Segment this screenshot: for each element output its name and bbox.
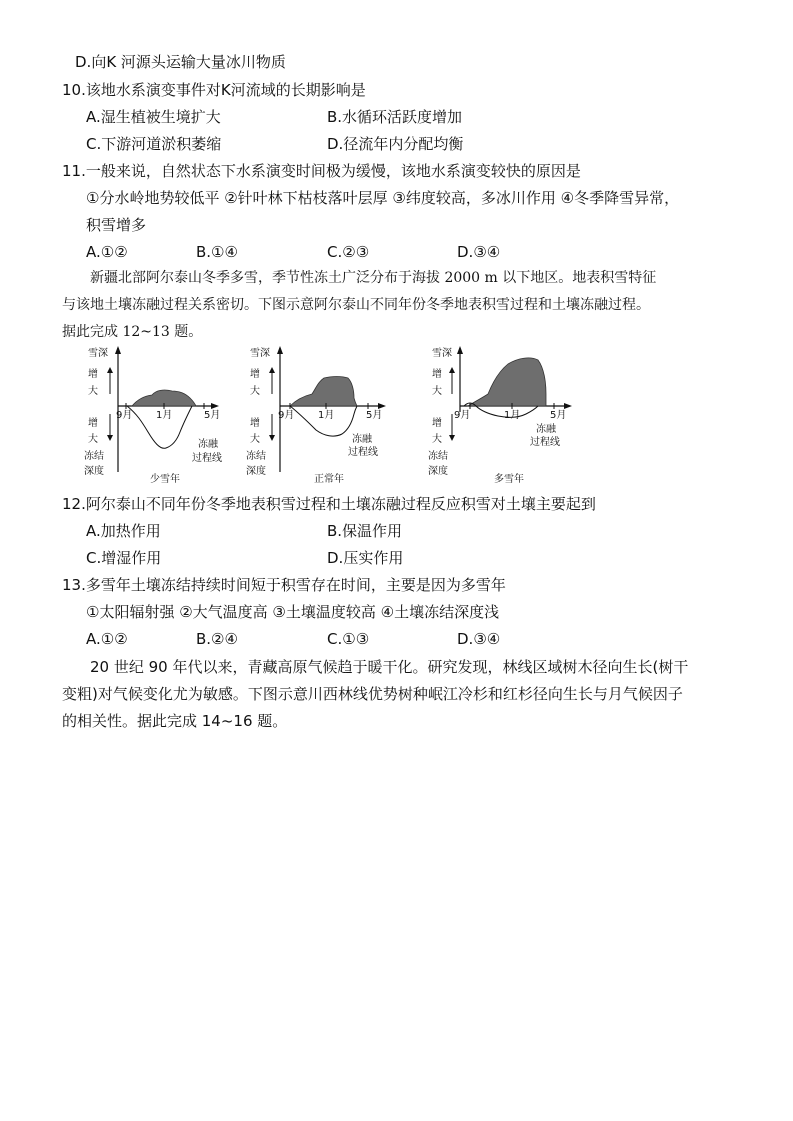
curve-label-2: 过程线 [530,437,560,448]
q12-option-d: D.压实作用 [327,549,404,567]
q11-option-a: A.①② [86,243,128,261]
snow-area [290,377,357,407]
diagram-caption: 正常年 [314,474,344,485]
q11-option-b: B.①④ [196,243,238,261]
q11-statements: ①分水岭地势较低平 ②针叶林下枯枝落叶层厚 ③纬度较高，多冰川作用 ④冬季降雪异常， [86,189,680,207]
q11-option-c: C.②③ [327,243,370,261]
y-label-increase-4: 大 [250,434,260,445]
q13-option-c: C.①③ [327,630,370,648]
diagram-caption: 多雪年 [494,474,524,485]
x-label-jan: 1月 [318,410,335,421]
y-label-freeze-1: 冻结 [246,451,266,462]
y-label-freeze-2: 深度 [84,466,104,477]
x-label-jan: 1月 [156,410,173,421]
q10-option-a: A.湿生植被生境扩大 [86,108,221,126]
y-label-increase-4: 大 [432,434,442,445]
q12-option-b: B.保温作用 [327,522,403,540]
material-12-13-line3: 据此完成 12~13 题。 [62,324,203,340]
q11-option-d: D.③④ [457,243,501,261]
x-label-sep: 9月 [278,410,295,421]
y-label-snow-depth: 雪深 [88,348,108,359]
y-label-freeze-2: 深度 [428,466,448,477]
q10-option-c: C.下游河道淤积萎缩 [86,135,222,153]
material-14-16-line3: 的相关性。据此完成 14~16 题。 [62,712,288,730]
curve-label-1: 冻融 [198,439,218,450]
q13-option-a: A.①② [86,630,128,648]
q12-stem: 12.阿尔泰山不同年份冬季地表积雪过程和土壤冻融过程反应积雪对土壤主要起到 [62,495,596,513]
y-label-freeze-1: 冻结 [84,451,104,462]
q13-statements: ①太阳辐射强 ②大气温度高 ③土壤温度较高 ④土壤冻结深度浅 [86,603,500,621]
y-label-increase-1: 增 [88,369,98,380]
curve-label-1: 冻融 [352,434,372,445]
material-14-16-line2: 变粗)对气候变化尤为敏感。下图示意川西林线优势树种岷江冷杉和红杉径向生长与月气候因子 [62,685,683,703]
q10-option-b: B.水循环活跃度增加 [327,108,463,126]
q12-option-a: A.加热作用 [86,522,161,540]
y-label-freeze-1: 冻结 [428,451,448,462]
diagram-normal-year [244,342,394,491]
diagram-few-snow [82,342,232,491]
q9-option-d: D.向K 河源头运输大量冰川物质 [75,53,286,71]
q12-option-c: C.增湿作用 [86,549,162,567]
y-label-increase-4: 大 [88,434,98,445]
diagram-heavy-snow [428,342,588,491]
x-label-jan: 1月 [504,410,521,421]
q10-stem: 10.该地水系演变事件对K河流域的长期影响是 [62,81,366,99]
y-label-snow-depth: 雪深 [432,348,452,359]
q13-option-d: D.③④ [457,630,501,648]
y-label-increase-1: 增 [432,369,442,380]
snow-area [468,358,546,406]
x-label-sep: 9月 [116,410,133,421]
x-label-sep: 9月 [454,410,471,421]
material-12-13-line2: 与该地土壤冻融过程关系密切。下图示意阿尔泰山不同年份冬季地表积雪过程和土壤冻融过程。 [62,297,650,313]
material-14-16-line1: 20 世纪 90 年代以来，青藏高原气候趋于暖干化。研究发现，林线区域树木径向生长(树干 [90,658,689,676]
x-label-may: 5月 [204,410,221,421]
q13-stem: 13.多雪年土壤冻结持续时间短于积雪存在时间，主要是因为多雪年 [62,576,506,594]
y-label-increase-3: 增 [88,418,98,429]
x-label-may: 5月 [550,410,567,421]
diagram-caption: 少雪年 [150,474,180,485]
q11-statements-cont: 积雪增多 [86,216,147,234]
y-label-increase-2: 大 [432,386,442,397]
curve-label-2: 过程线 [192,453,222,464]
y-label-snow-depth: 雪深 [250,348,270,359]
curve-label-1: 冻融 [536,424,556,435]
q10-option-d: D.径流年内分配均衡 [327,135,464,153]
y-label-increase-2: 大 [88,386,98,397]
y-label-increase-1: 增 [250,369,260,380]
material-12-13-line1: 新疆北部阿尔泰山冬季多雪，季节性冻土广泛分布于海拔 2000 m 以下地区。地表积雪特征 [90,270,657,286]
y-label-freeze-2: 深度 [246,466,266,477]
y-label-increase-2: 大 [250,386,260,397]
curve-label-2: 过程线 [348,447,378,458]
y-label-increase-3: 增 [250,418,260,429]
x-label-may: 5月 [366,410,383,421]
q13-option-b: B.②④ [196,630,238,648]
y-label-increase-3: 增 [432,418,442,429]
q11-stem: 11.一般来说，自然状态下水系演变时间极为缓慢，该地水系演变较快的原因是 [62,162,581,180]
